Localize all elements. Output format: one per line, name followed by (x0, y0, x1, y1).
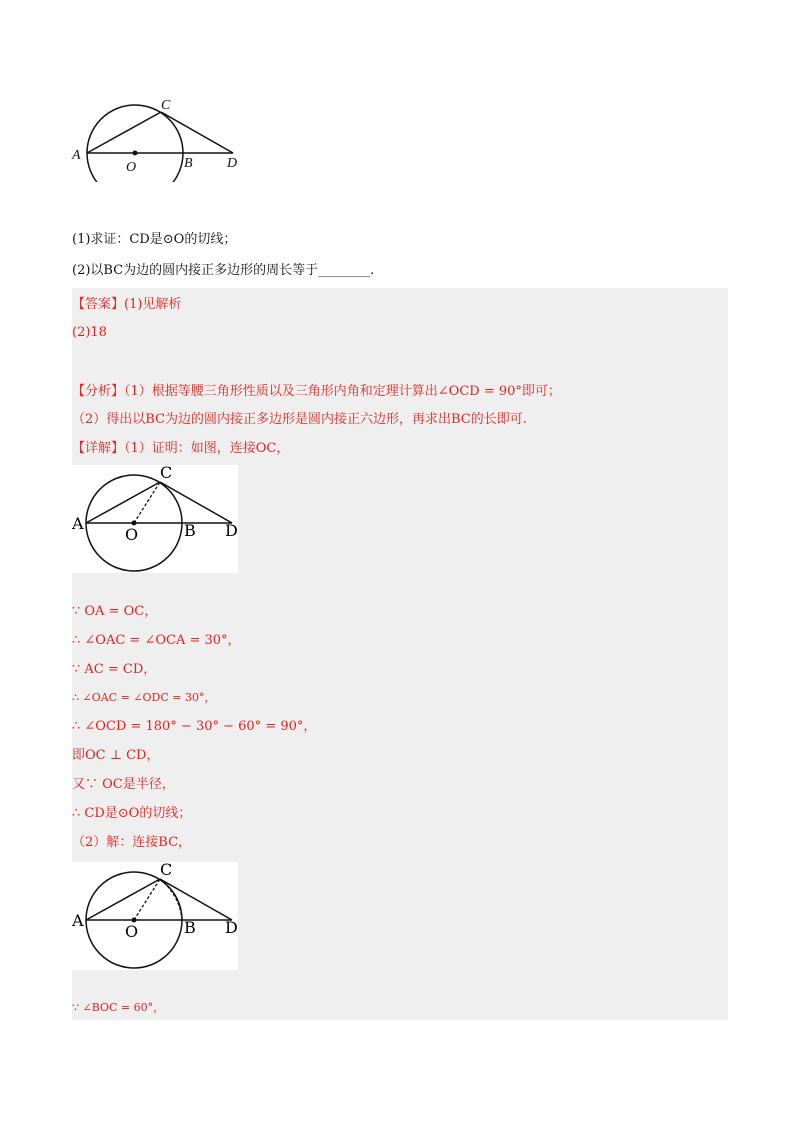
part-2-intro: （2）解：连接BC， (72, 835, 192, 850)
label-O: O (126, 160, 137, 175)
geometry-figure-bc (72, 862, 238, 970)
step-7: 又∵ OC是半径， (72, 777, 175, 792)
label-B: B (184, 521, 196, 540)
answer-1: 【答案】(1)见解析 (72, 297, 182, 312)
step-6: 即OC ⊥ CD， (72, 748, 160, 763)
label-A: A (72, 514, 84, 533)
label-C: C (161, 98, 171, 113)
step-4: ∴ ∠OAC = ∠ODC = 30°， (72, 691, 216, 704)
label-D: D (227, 156, 238, 171)
step-8: ∴ CD是⊙O的切线； (72, 806, 192, 821)
step-1: ∵ OA = OC， (72, 604, 158, 619)
step-2: ∴ ∠OAC = ∠OCA = 30°， (72, 633, 241, 648)
label-D: D (225, 521, 238, 540)
label-B: B (184, 918, 196, 937)
geometry-figure-top (70, 92, 250, 182)
label-C: C (160, 465, 173, 482)
detail-intro: 【详解】（1）证明：如图，连接OC， (72, 441, 290, 456)
label-B: B (184, 156, 193, 171)
figure-3-box (72, 862, 238, 970)
label-O: O (125, 922, 139, 941)
step-5: ∴ ∠OCD = 180° − 30° − 60° = 90°， (72, 719, 317, 734)
geometry-figure-oc (72, 465, 238, 573)
figure-2-box (72, 465, 238, 573)
label-C: C (160, 862, 173, 879)
label-O: O (125, 525, 139, 544)
label-A: A (72, 148, 81, 163)
analysis-1: 【分析】（1）根据等腰三角形性质以及三角形内角和定理计算出∠OCD = 90°即可； (72, 384, 561, 399)
step-9: ∵ ∠BOC = 60°， (72, 1001, 165, 1014)
answer-2: (2)18 (72, 325, 107, 340)
label-A: A (72, 911, 84, 930)
step-3: ∵ AC = CD， (72, 662, 157, 677)
question-2: (2)以BC为边的圆内接正多边形的周长等于________. (72, 263, 375, 278)
analysis-2: （2）得出以BC为边的圆内接正多边形是圆内接正六边形，再求出BC的长即可. (72, 412, 527, 427)
question-1: (1)求证：CD是⊙O的切线； (72, 232, 237, 247)
label-D: D (225, 918, 238, 937)
